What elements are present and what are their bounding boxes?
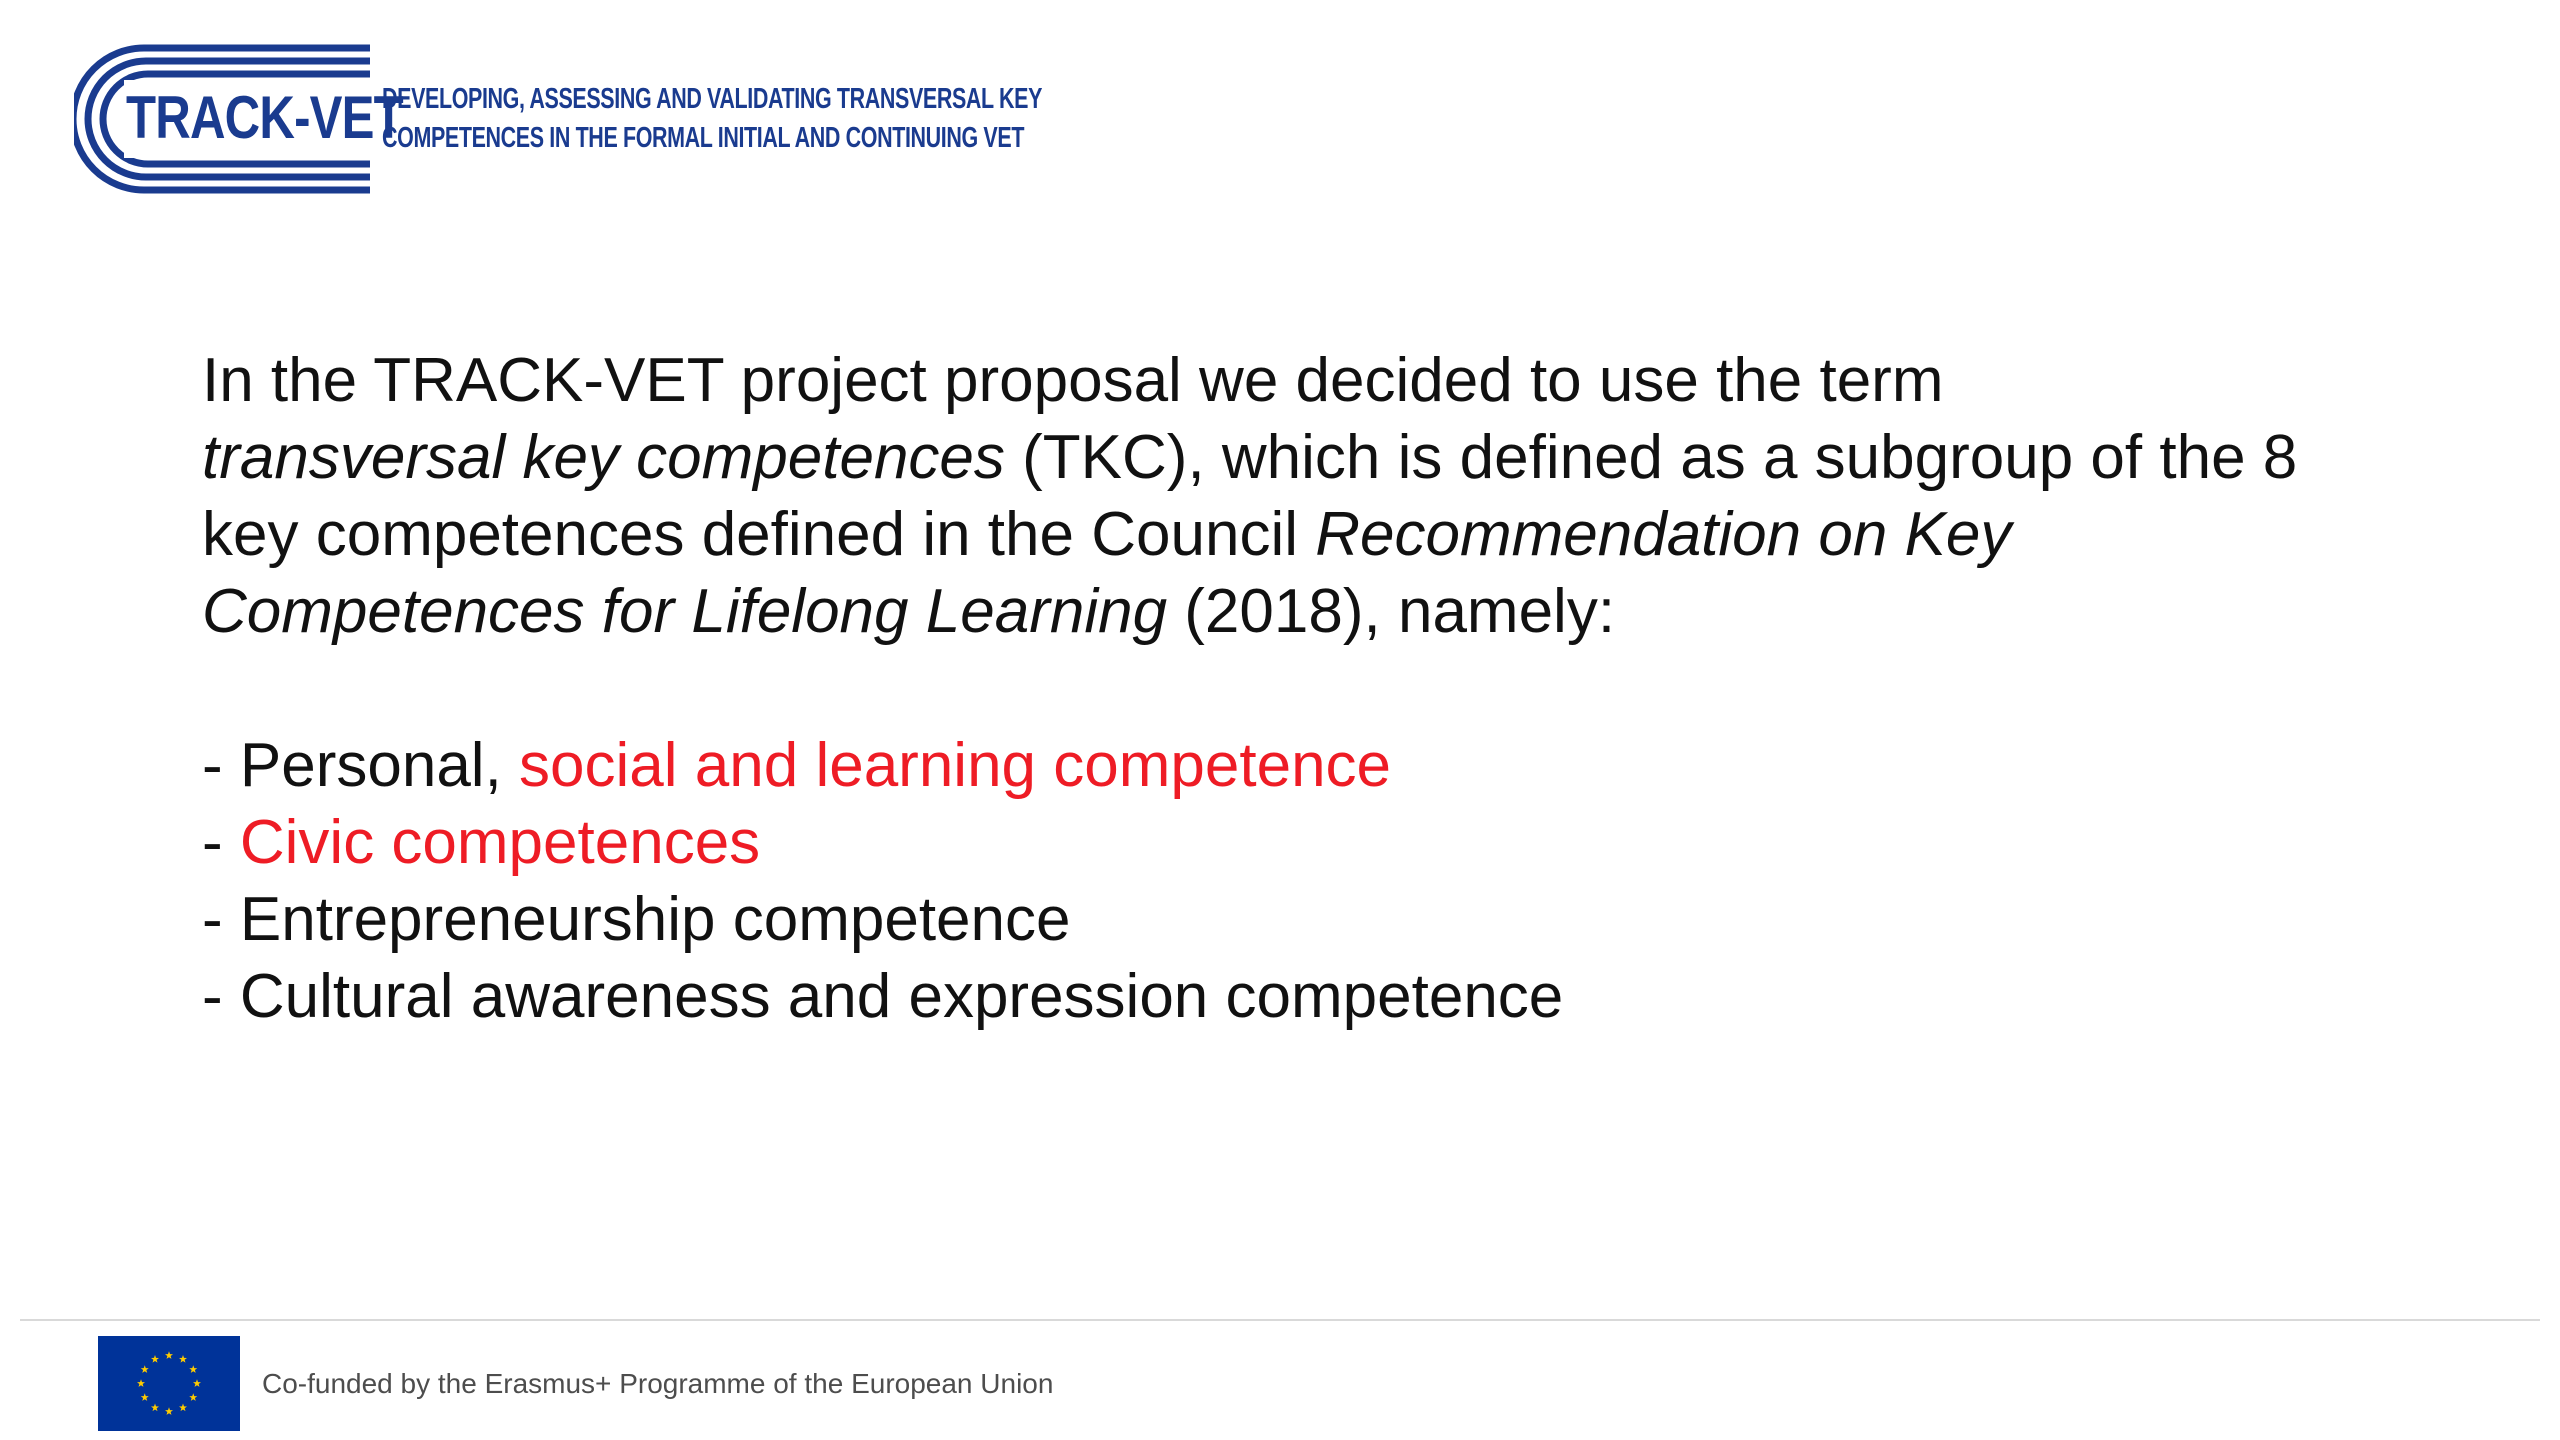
list-item: - Cultural awareness and expression competence bbox=[202, 962, 1564, 1031]
intro-text-a: In the TRACK-VET project proposal we decided to use the term bbox=[202, 346, 1944, 415]
header bbox=[74, 44, 1274, 194]
competence-list bbox=[202, 727, 2302, 1035]
eu-star-icon bbox=[189, 1393, 197, 1401]
list-item-2-prefix: - bbox=[202, 808, 240, 877]
track-vet-logo bbox=[74, 44, 403, 194]
list-item-1-prefix: - Personal, bbox=[202, 731, 520, 800]
eu-star-icon bbox=[141, 1393, 149, 1401]
eu-star-icon bbox=[179, 1355, 187, 1363]
eu-star-icon bbox=[165, 1351, 173, 1359]
term-transversal-key-competences: transversal key competences bbox=[202, 423, 1005, 492]
eu-flag-stars bbox=[98, 1336, 240, 1431]
logo-text: TRACK-VET bbox=[126, 84, 403, 151]
list-item bbox=[202, 727, 2302, 804]
eu-star-icon bbox=[141, 1365, 149, 1373]
eu-flag-icon bbox=[98, 1336, 240, 1431]
intro-paragraph bbox=[202, 342, 2302, 650]
tagline bbox=[382, 80, 1042, 158]
eu-star-icon bbox=[189, 1365, 197, 1373]
eu-star-icon bbox=[151, 1404, 159, 1412]
eu-star-icon bbox=[137, 1379, 145, 1387]
tagline-line-1: DEVELOPING, ASSESSING AND VALIDATING TRANSVERSAL KEY bbox=[382, 83, 1043, 115]
tagline-line-2: COMPETENCES IN THE FORMAL INITIAL AND CONTINUING VET bbox=[382, 122, 1025, 154]
eu-star-icon bbox=[151, 1355, 159, 1363]
intro-text-c: (2018), namely: bbox=[1167, 577, 1616, 646]
eu-star-icon bbox=[193, 1379, 201, 1387]
cofunded-text: Co-funded by the Erasmus+ Programme of the European Union bbox=[262, 1368, 1054, 1399]
eu-star-icon bbox=[179, 1404, 187, 1412]
list-item-2-highlight: Civic competences bbox=[239, 808, 761, 877]
council-recommendation-title: Recommendation on Key Competences for Lifelong Learning bbox=[202, 500, 2012, 646]
intro-text-b: (TKC), which is defined as a subgroup of the 8 key competences defined in the Council bbox=[202, 423, 2298, 569]
body-content bbox=[202, 342, 2302, 1035]
list-item bbox=[202, 804, 2302, 881]
list-item: - Entrepreneurship competence bbox=[202, 885, 1071, 954]
list-item-1-highlight: social and learning competence bbox=[519, 731, 1392, 800]
eu-star-icon bbox=[165, 1407, 173, 1415]
footer-divider bbox=[20, 1319, 2540, 1321]
